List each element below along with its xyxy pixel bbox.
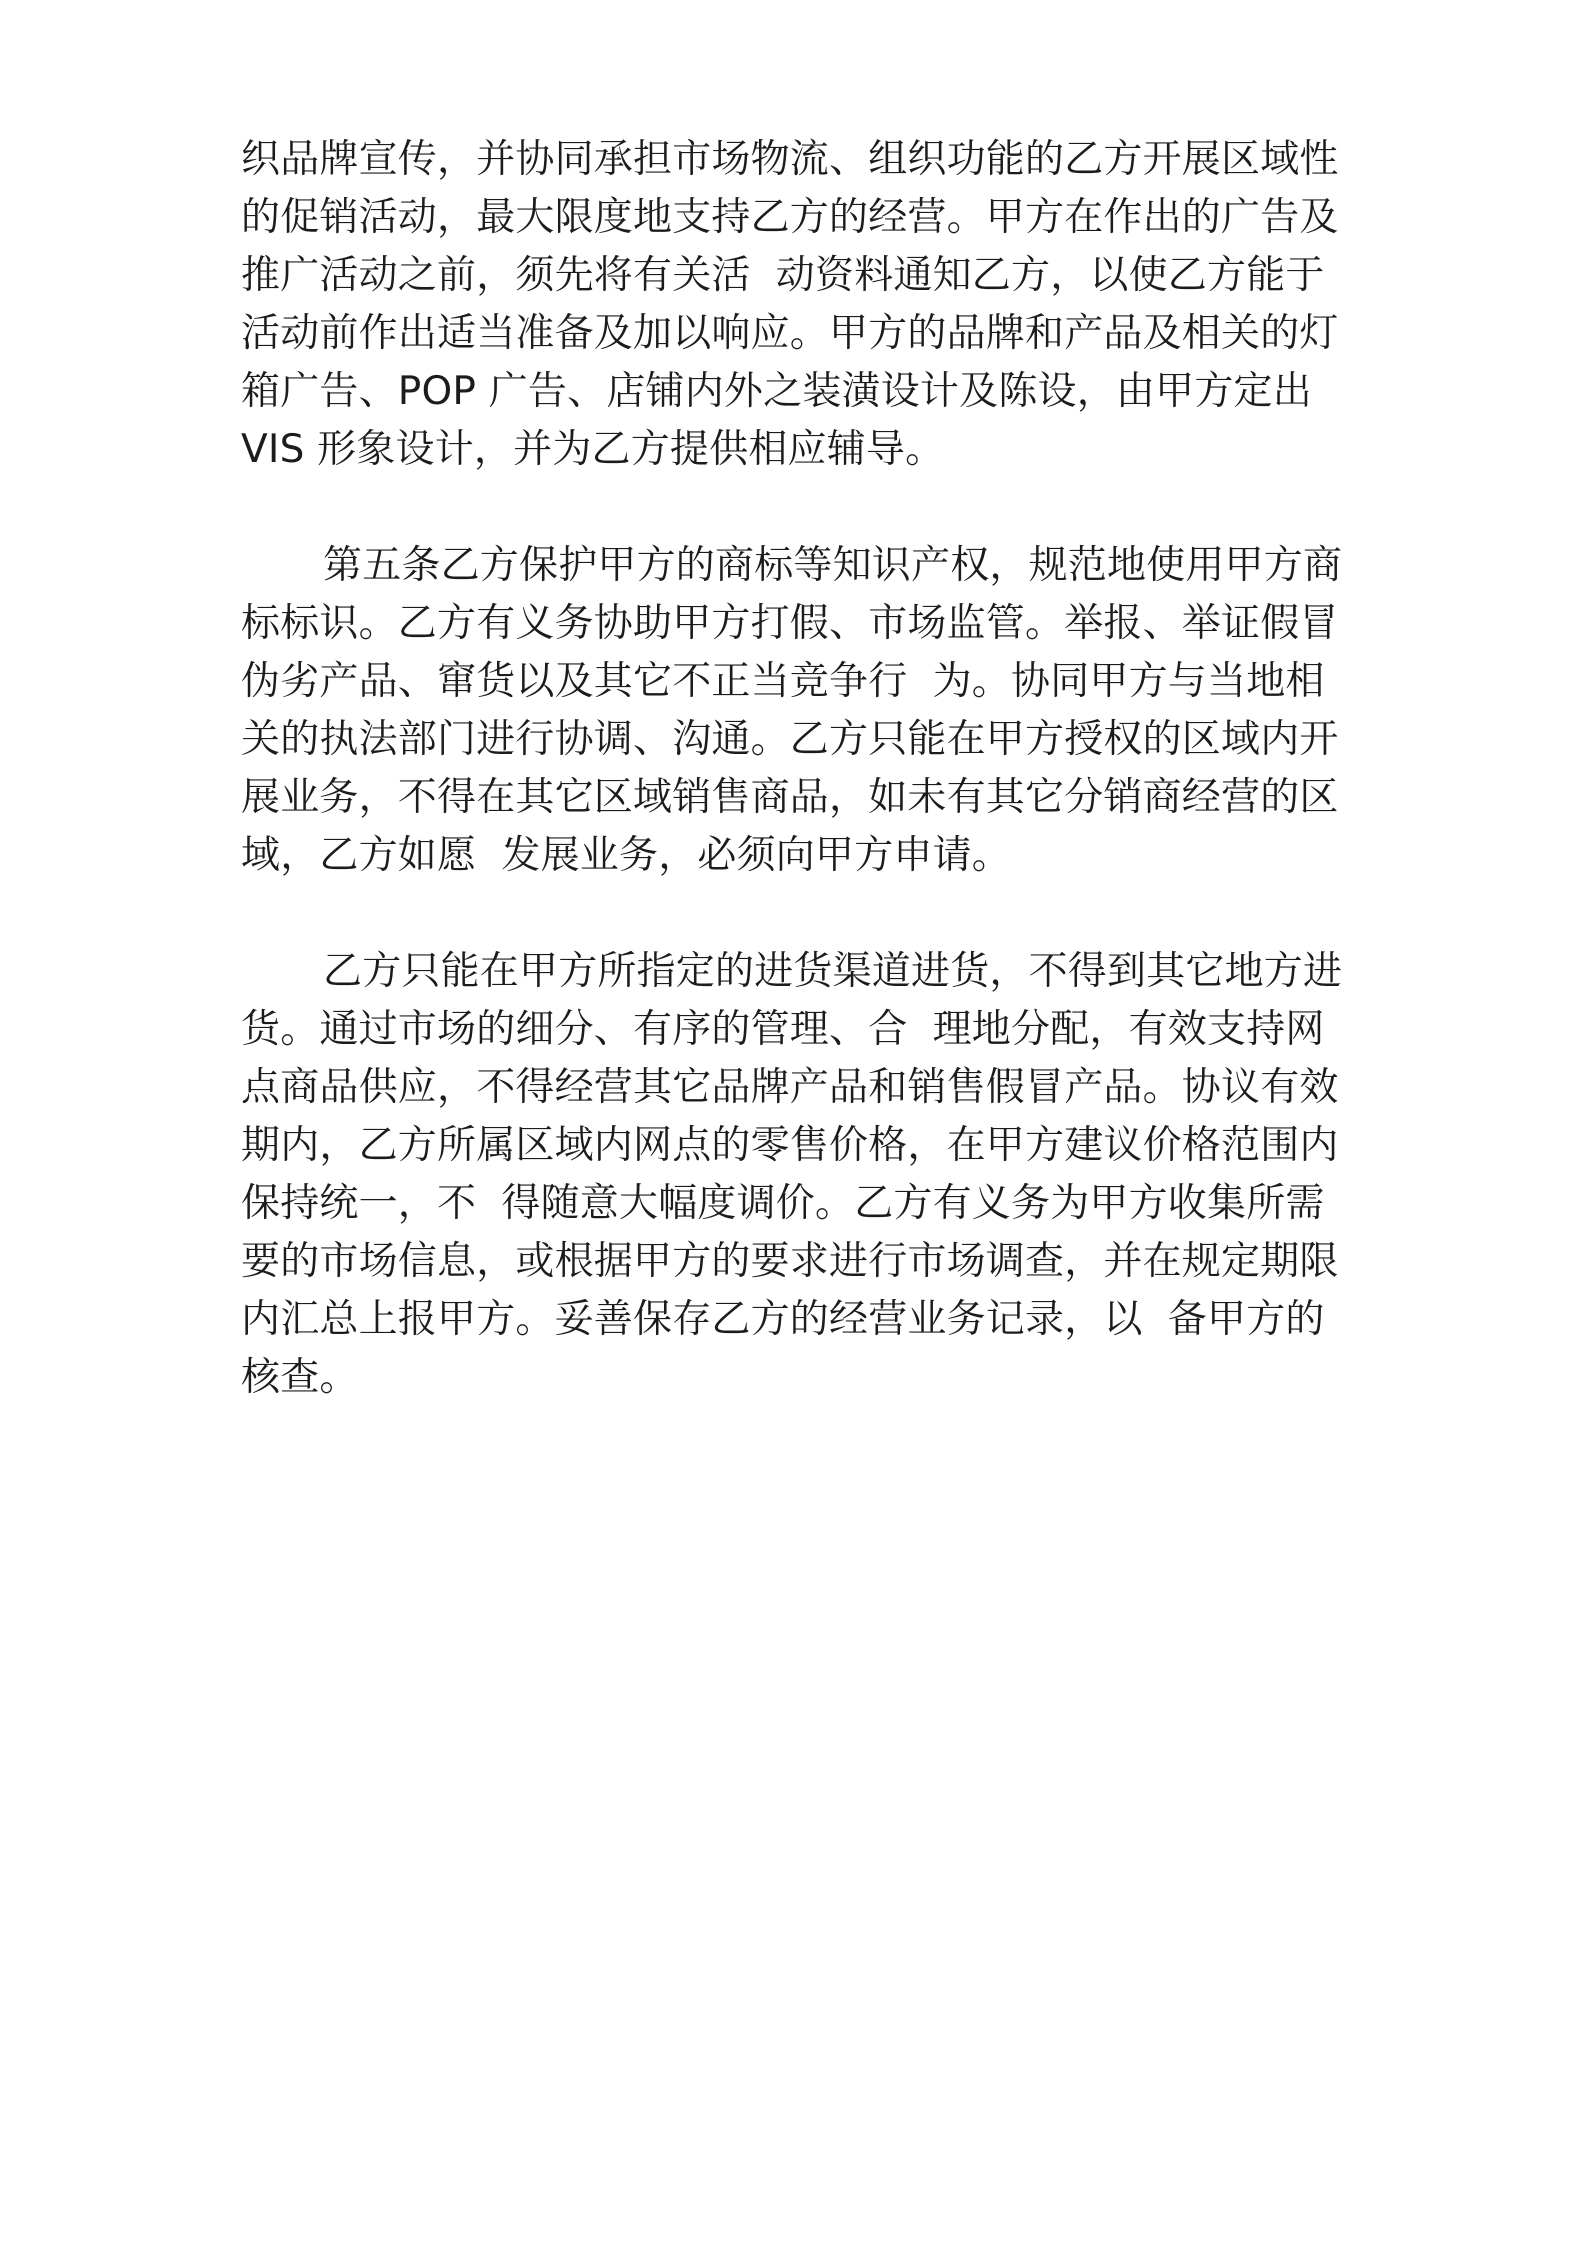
- paragraph-3-line-5: 保持统一，不 得随意大幅度调价。乙方有义务为甲方收集所需: [241, 1181, 1325, 1226]
- paragraph-3-line-4: 期内，乙方所属区域内网点的零售价格，在甲方建议价格范围内: [241, 1123, 1339, 1168]
- paragraph-2-line-2: 标标识。乙方有义务协助甲方打假、市场监管。举报、举证假冒: [241, 601, 1339, 646]
- paragraph-2-line-6: 域，乙方如愿 发展业务，必须向甲方申请。: [241, 833, 1011, 878]
- paragraph-1-line-4: 活动前作出适当准备及加以响应。甲方的品牌和产品及相关的灯: [241, 311, 1339, 356]
- paragraph-1-line-3: 推广活动之前，须先将有关活 动资料通知乙方，以使乙方能于: [241, 253, 1325, 298]
- paragraph-2-line-3: 伪劣产品、窜货以及其它不正当竞争行 为。协同甲方与当地相: [241, 659, 1325, 704]
- paragraph-3-line-2: 货。通过市场的细分、有序的管理、合 理地分配，有效支持网: [241, 1007, 1325, 1052]
- paragraph-2-line-5: 展业务，不得在其它区域销售商品，如未有其它分销商经营的区: [241, 775, 1339, 820]
- paragraph-1-line-6: VIS 形象设计，并为乙方提供相应辅导。: [241, 427, 945, 472]
- paragraph-1-line-2: 的促销活动，最大限度地支持乙方的经营。甲方在作出的广告及: [241, 195, 1339, 240]
- paragraph-3-line-8: 核查。: [241, 1355, 359, 1400]
- paragraph-3-line-1: 乙方只能在甲方所指定的进货渠道进货，不得到其它地方进: [323, 949, 1343, 994]
- paragraph-3-line-3: 点商品供应，不得经营其它品牌产品和销售假冒产品。协议有效: [241, 1065, 1339, 1110]
- paragraph-2-line-1: 第五条乙方保护甲方的商标等知识产权，规范地使用甲方商: [323, 543, 1343, 588]
- paragraph-1-line-5: 箱广告、POP 广告、店铺内外之装潢设计及陈设，由甲方定出: [241, 369, 1312, 414]
- paragraph-2-line-4: 关的执法部门进行协调、沟通。乙方只能在甲方授权的区域内开: [241, 717, 1339, 762]
- paragraph-3-line-7: 内汇总上报甲方。妥善保存乙方的经营业务记录，以 备甲方的: [241, 1297, 1325, 1342]
- paragraph-1-line-1: 织品牌宣传，并协同承担市场物流、组织功能的乙方开展区域性: [241, 137, 1339, 182]
- paragraph-3-line-6: 要的市场信息，或根据甲方的要求进行市场调查，并在规定期限: [241, 1239, 1339, 1284]
